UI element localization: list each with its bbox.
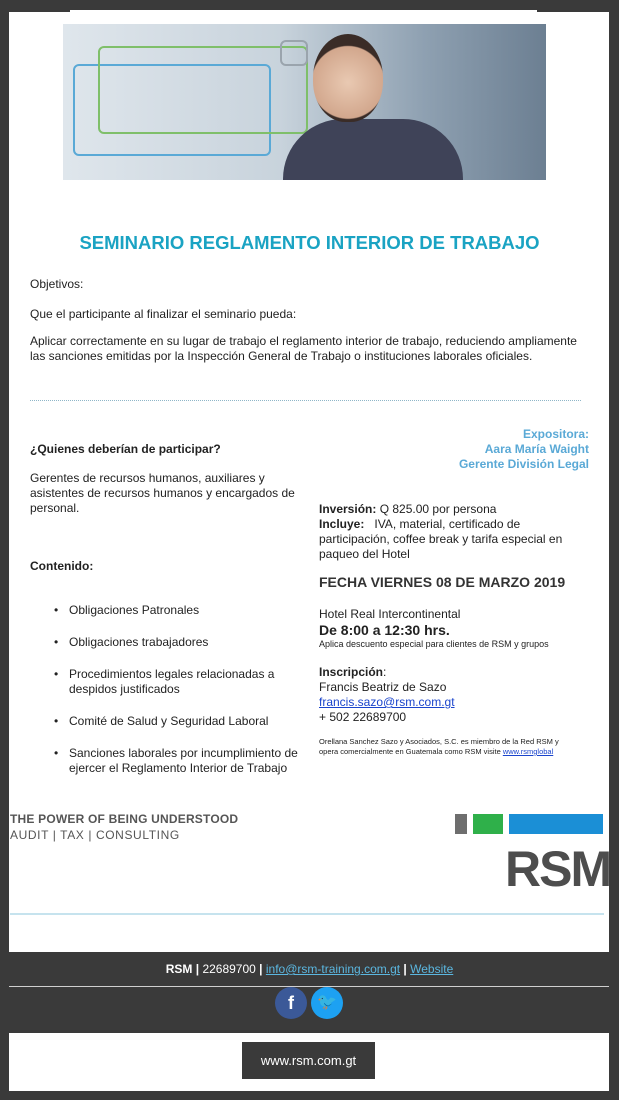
footer-rule: [9, 986, 609, 987]
expositora-role: Gerente División Legal: [458, 457, 589, 471]
objetivos-line1: Que el participante al finalizar el seminario pueda:: [30, 307, 297, 321]
brand-tagline: THE POWER OF BEING UNDERSTOOD: [10, 812, 239, 826]
inscripcion-row: [319, 665, 386, 680]
event-schedule: De 8:00 a 12:30 hrs.: [319, 622, 450, 638]
hotel-name: Hotel Real Intercontinental: [319, 607, 461, 621]
brand-services: AUDIT | TAX | CONSULTING: [10, 828, 180, 842]
list-item: • Sanciones laborales por incumplimiento de ejercer el Reglamento Interior de Trabajo: [30, 746, 302, 776]
event-date: FECHA VIERNES 08 DE MARZO 2019: [319, 574, 566, 590]
footer-sep: |: [192, 962, 203, 976]
expositora-name: Aara María Waight: [484, 442, 589, 456]
hero-frame-green: [98, 46, 308, 134]
inversion-label: Inversión:: [319, 502, 377, 516]
footer-contact-bar: [0, 962, 619, 976]
hero-person-head: [313, 34, 383, 122]
section-divider: [30, 400, 581, 401]
contenido-list: [30, 603, 302, 776]
discount-note: Aplica descuento especial para clientes de RSM y grupos: [319, 639, 549, 649]
incluye-label: Incluye:: [319, 517, 365, 531]
incluye-row: [319, 517, 520, 532]
inscripcion-colon: :: [383, 665, 387, 679]
page-title: SEMINARIO REGLAMENTO INTERIOR DE TRABAJO: [79, 232, 540, 253]
expositora-block: [459, 427, 589, 472]
hero-frame-small: [280, 40, 308, 66]
disclaimer-line2: [319, 747, 553, 757]
rsm-logo: RSM: [505, 841, 611, 897]
inversion-row: [319, 502, 496, 517]
inscripcion-email-link[interactable]: francis.sazo@rsm.com.gt: [319, 695, 455, 709]
twitter-icon[interactable]: 🐦: [311, 987, 343, 1019]
participar-line3: personal.: [30, 501, 80, 515]
footer-phone: 22689700: [202, 962, 256, 976]
footer-website-link[interactable]: Website: [410, 962, 454, 976]
participar-line2: asistentes de recursos humanos y encargados de: [30, 486, 295, 500]
incluye-line3: paqueo del Hotel: [319, 547, 410, 561]
footer-sep: |: [400, 962, 411, 976]
footer-sep: |: [255, 962, 266, 976]
inscripcion-name: Francis Beatriz de Sazo: [319, 680, 447, 694]
participar-label: ¿Quienes deberían de participar?: [30, 442, 221, 456]
disclaimer-text: opera comercialmente en Guatemala como RSM visite: [319, 747, 503, 756]
hero-person-body: [283, 119, 463, 180]
inscripcion-label: Inscripción: [319, 665, 384, 679]
brand-bar-gray: [455, 814, 467, 834]
incluye-line1: IVA, material, certificado de: [364, 517, 521, 531]
facebook-icon[interactable]: f: [275, 987, 307, 1019]
brand-bar-blue: [509, 814, 603, 834]
list-item: • Comité de Salud y Seguridad Laboral: [30, 714, 302, 729]
list-item: • Procedimientos legales relacionadas a despidos justificados: [30, 667, 302, 697]
footer-company: RSM: [165, 962, 193, 976]
brand-bar-green: [473, 814, 503, 834]
objetivos-line2b: las sanciones emitidas por la Inspección General de Trabajo o instituciones laborales oficiales.: [30, 349, 533, 363]
list-item: • Obligaciones trabajadores: [30, 635, 302, 650]
contenido-label: Contenido:: [30, 559, 94, 573]
rsmglobal-link[interactable]: www.rsmglobal: [502, 747, 554, 756]
objetivos-line2a: Aplicar correctamente en su lugar de trabajo el reglamento interior de trabajo, reduciendo ampliamente: [30, 334, 577, 348]
expositora-label: Expositora:: [522, 427, 589, 441]
hero-image: [63, 24, 546, 180]
list-item: • Obligaciones Patronales: [30, 603, 302, 618]
disclaimer-line1: Orellana Sanchez Sazo y Asociados, S.C. es miembro de la Red RSM y: [319, 737, 559, 746]
inscripcion-phone: + 502 22689700: [319, 710, 407, 724]
inversion-value: Q 825.00 por persona: [376, 502, 497, 516]
objetivos-label: Objetivos:: [30, 277, 84, 291]
participar-line1: Gerentes de recursos humanos, auxiliares y: [30, 471, 265, 485]
brand-footer-line: [10, 913, 604, 915]
website-button[interactable]: www.rsm.com.gt: [242, 1042, 375, 1079]
incluye-line2: participación, coffee break y tarifa especial en: [319, 532, 563, 546]
footer-email-link[interactable]: info@rsm-training.com.gt: [265, 962, 401, 976]
